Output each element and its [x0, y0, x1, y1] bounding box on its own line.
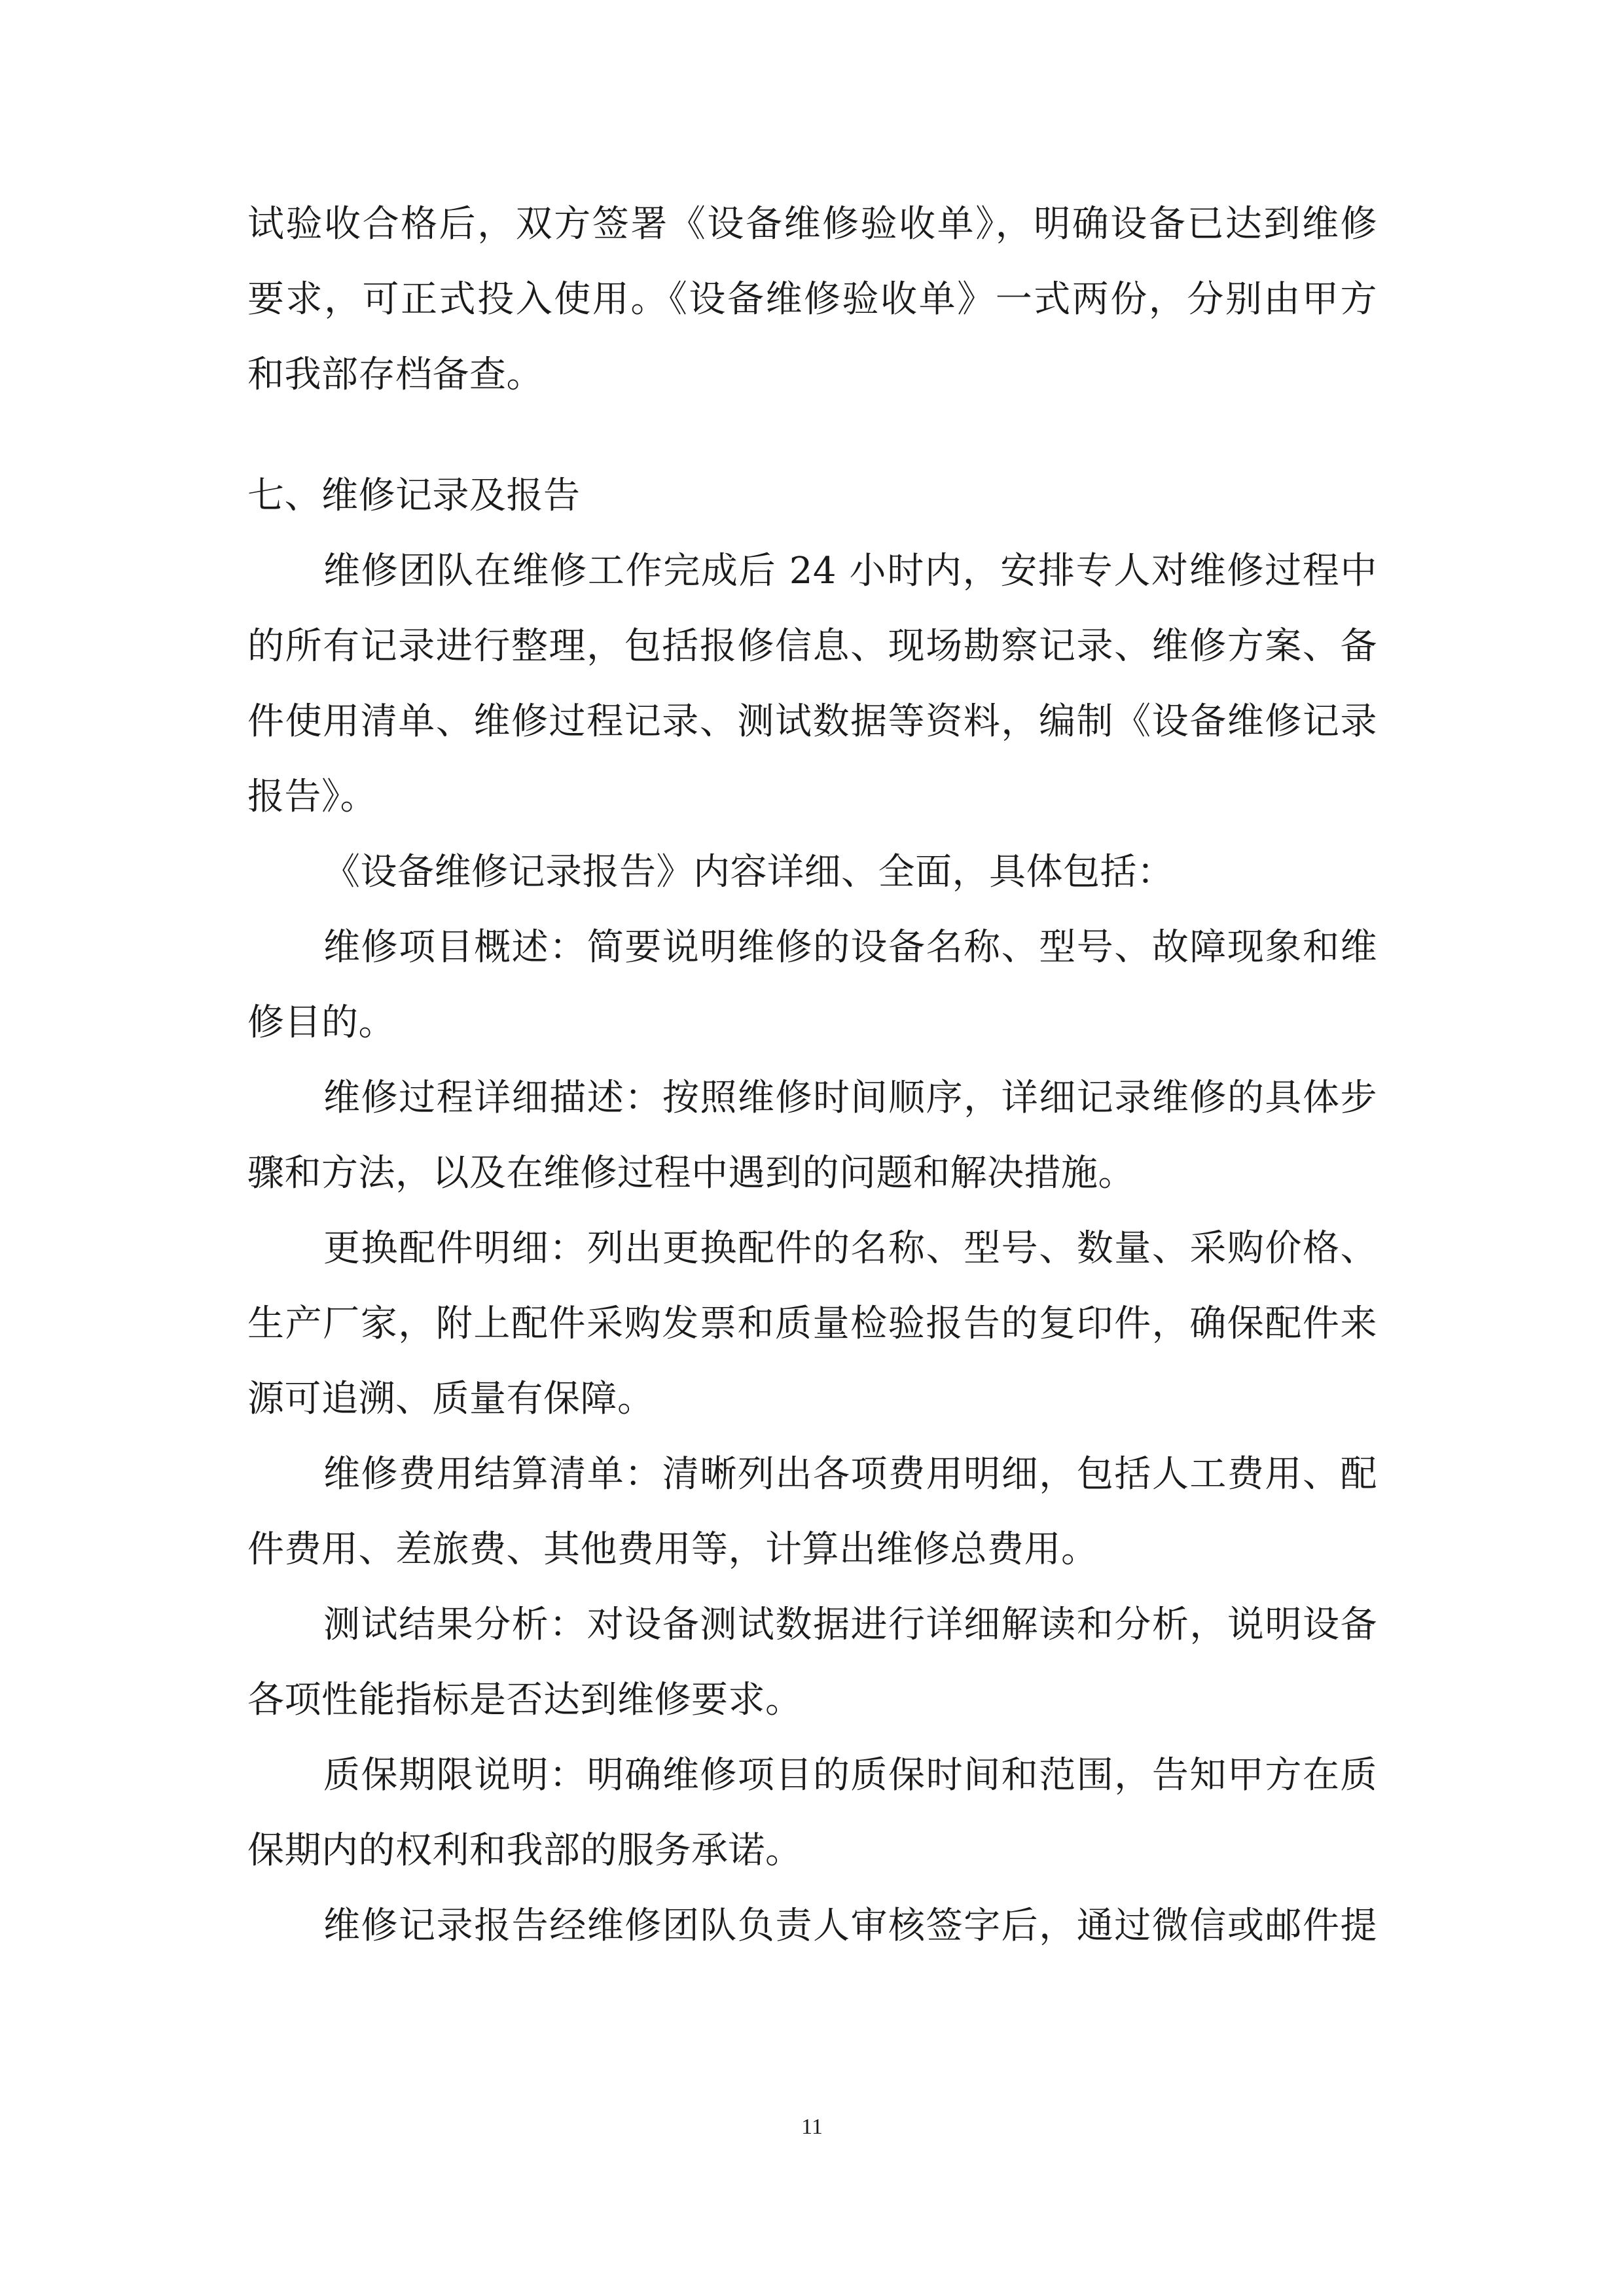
paragraph-line: 维修项目概述：简要说明维修的设备名称、型号、故障现象和维: [323, 926, 1377, 969]
paragraph-line: 维修团队在维修工作完成后 24 小时内，安排专人对维修过程中: [323, 550, 1377, 592]
section-heading: 七、维修记录及报告: [247, 475, 581, 517]
paragraph-line: 生产厂家，附上配件采购发票和质量检验报告的复印件，确保配件来: [247, 1302, 1377, 1345]
paragraph-line: 件费用、差旅费、其他费用等，计算出维修总费用。: [247, 1528, 1098, 1571]
paragraph-line: 要求，可正式投入使用。《设备维修验收单》一式两份，分别由甲方: [247, 278, 1377, 321]
paragraph-line: 质保期限说明：明确维修项目的质保时间和范围，告知甲方在质: [323, 1754, 1377, 1797]
page-number: 11: [801, 2115, 823, 2139]
paragraph-line: 骤和方法，以及在维修过程中遇到的问题和解决措施。: [247, 1152, 1135, 1194]
paragraph-line: 的所有记录进行整理，包括报修信息、现场勘察记录、维修方案、备: [247, 625, 1377, 668]
paragraph-line: 维修记录报告经维修团队负责人审核签字后，通过微信或邮件提: [323, 1905, 1377, 1947]
paragraph-line: 《设备维修记录报告》内容详细、全面，具体包括：: [323, 851, 1174, 893]
paragraph-line: 报告》。: [247, 776, 377, 818]
paragraph-line: 件使用清单、维修过程记录、测试数据等资料，编制《设备维修记录: [247, 700, 1377, 743]
paragraph-line: 维修过程详细描述：按照维修时间顺序，详细记录维修的具体步: [323, 1077, 1377, 1119]
paragraph-line: 试验收合格后，双方签署《设备维修验收单》，明确设备已达到维修: [247, 203, 1377, 245]
paragraph-line: 和我部存档备查。: [247, 353, 543, 396]
paragraph-line: 保期内的权利和我部的服务承诺。: [247, 1829, 803, 1872]
paragraph-line: 维修费用结算清单：清晰列出各项费用明细，包括人工费用、配: [323, 1453, 1377, 1496]
paragraph-line: 更换配件明细：列出更换配件的名称、型号、数量、采购价格、: [323, 1227, 1377, 1270]
paragraph-line: 测试结果分析：对设备测试数据进行详细解读和分析，说明设备: [323, 1604, 1377, 1646]
paragraph-line: 各项性能指标是否达到维修要求。: [247, 1679, 803, 1721]
paragraph-line: 修目的。: [247, 1001, 395, 1044]
paragraph-line: 源可追溯、质量有保障。: [247, 1378, 655, 1420]
